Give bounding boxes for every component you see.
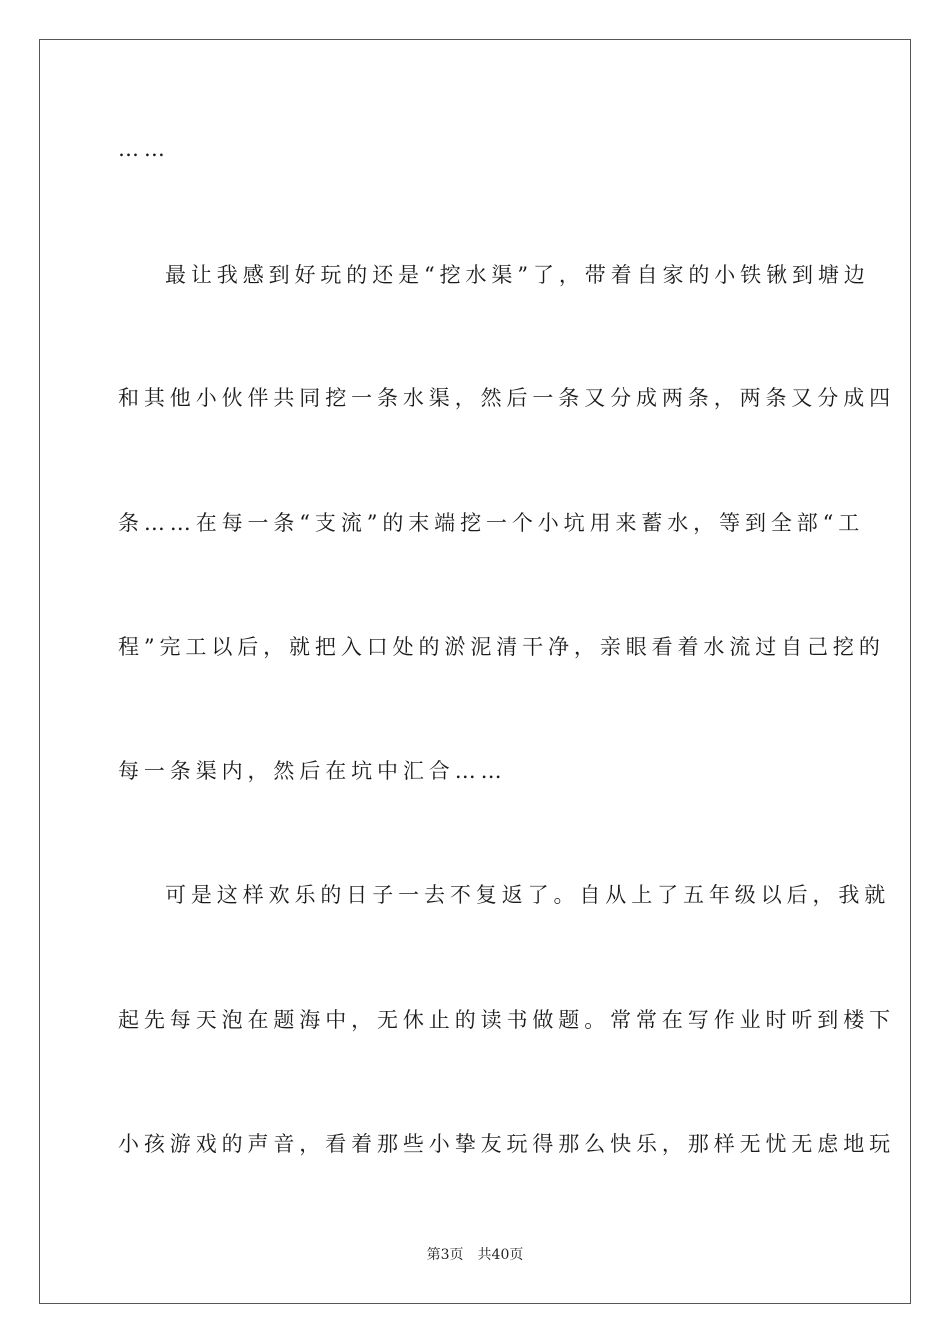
current-page-number: 第3页 bbox=[426, 1247, 464, 1263]
page-border bbox=[39, 39, 911, 1304]
paragraph-2-line-3: 小孩游戏的声音，看着那些小挚友玩得那么快乐，那样无忧无虑地玩 bbox=[118, 1132, 895, 1156]
paragraph-1-line-5: 每一条渠内，然后在坑中汇合…… bbox=[118, 759, 507, 783]
paragraph-1-line-1: 最让我感到好玩的还是“挖水渠”了，带着自家的小铁锹到塘边 bbox=[165, 263, 870, 287]
paragraph-2-line-2: 起先每天泡在题海中，无休止的读书做题。常常在写作业时听到楼下 bbox=[118, 1008, 895, 1032]
page-footer bbox=[0, 1246, 950, 1264]
paragraph-1-line-3: 条……在每一条“支流”的末端挖一个小坑用来蓄水，等到全部“工 bbox=[118, 511, 865, 535]
paragraph-2-line-1: 可是这样欢乐的日子一去不复返了。自从上了五年级以后，我就 bbox=[165, 883, 891, 907]
text-line-ellipsis: …… bbox=[118, 137, 170, 161]
total-pages: 共40页 bbox=[477, 1247, 524, 1263]
paragraph-1-line-4: 程”完工以后，就把入口处的淤泥清干净，亲眼看着水流过自己挖的 bbox=[118, 635, 885, 659]
paragraph-1-line-2: 和其他小伙伴共同挖一条水渠，然后一条又分成两条，两条又分成四 bbox=[118, 386, 895, 410]
